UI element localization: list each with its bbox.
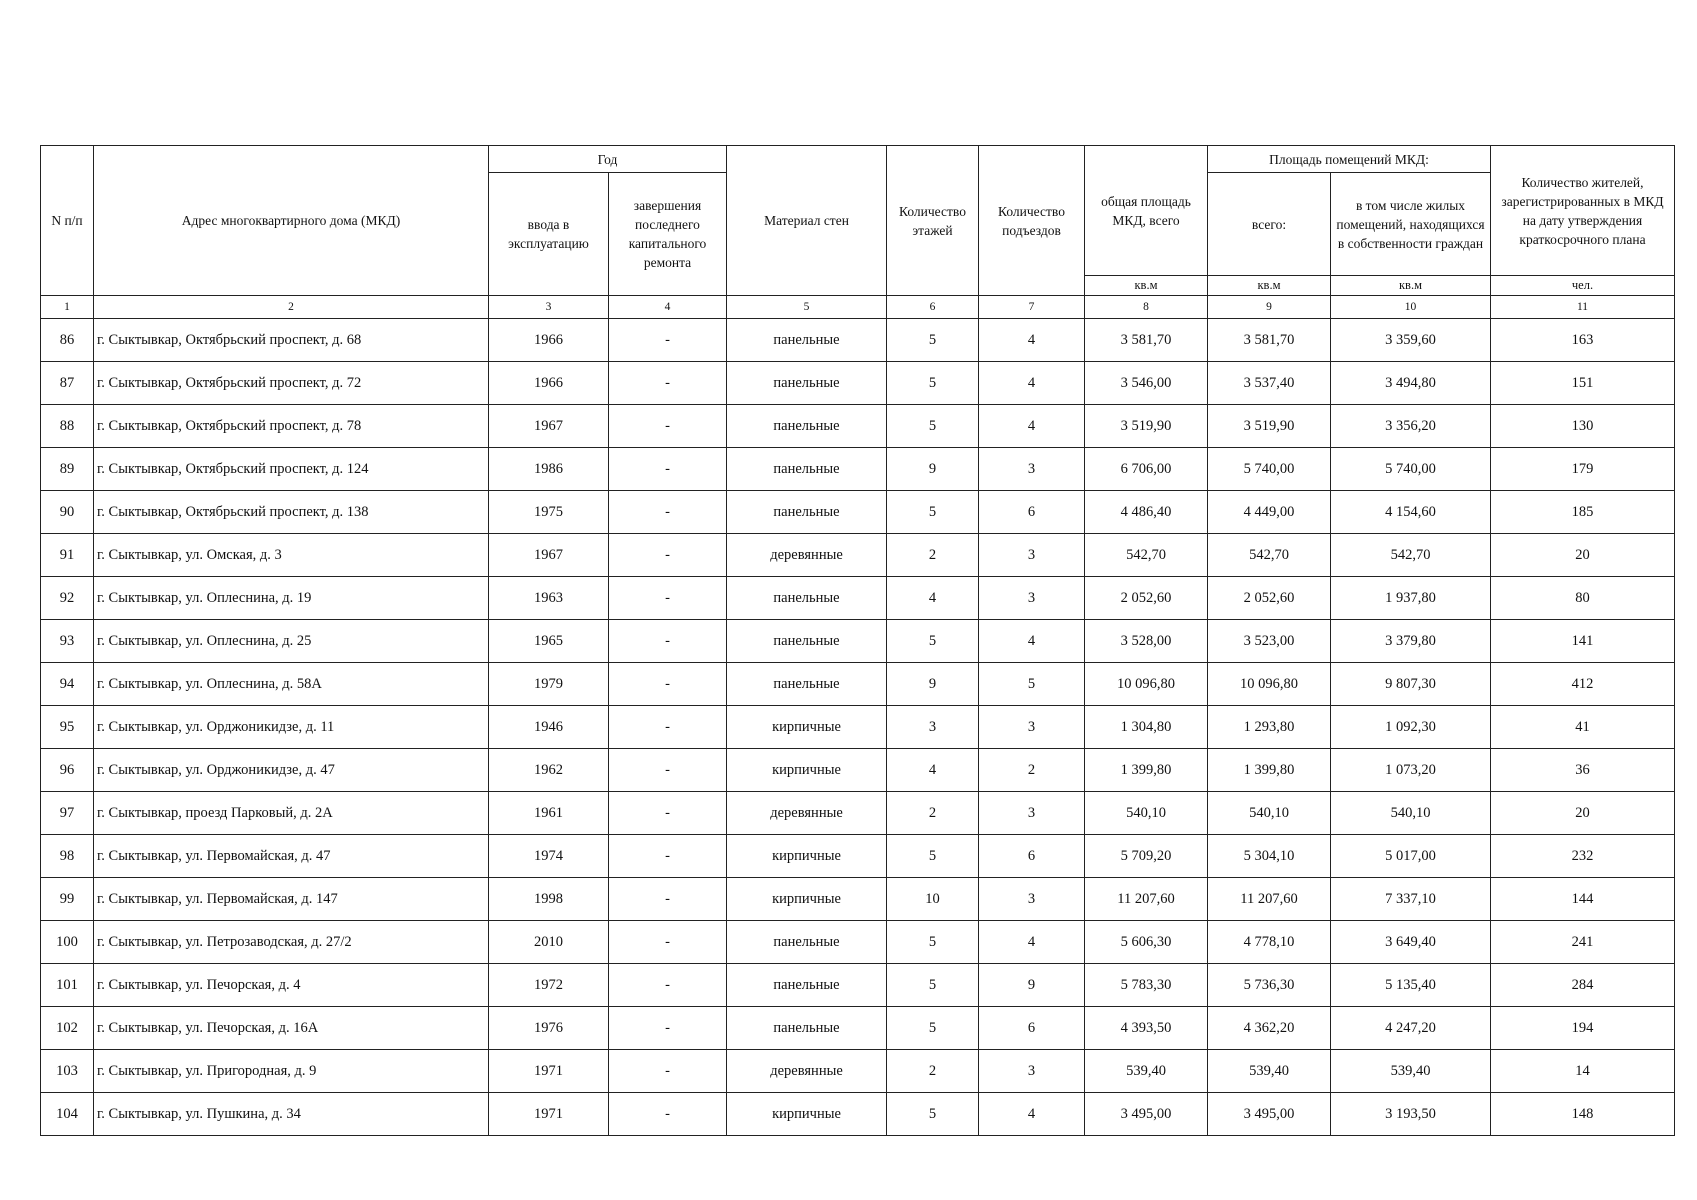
residents-cell: 20 — [1491, 534, 1675, 577]
residents-cell: 194 — [1491, 1007, 1675, 1050]
commission-year-cell: 1979 — [489, 663, 609, 706]
residents-cell: 163 — [1491, 319, 1675, 362]
premises-owned-cell: 3 379,80 — [1331, 620, 1491, 663]
table-row — [41, 1050, 1675, 1093]
table-row — [41, 1093, 1675, 1136]
column-number: 7 — [979, 296, 1085, 319]
column-number: 10 — [1331, 296, 1491, 319]
entrances-cell: 3 — [979, 878, 1085, 921]
address-cell: г. Сыктывкар, ул. Первомайская, д. 147 — [94, 878, 489, 921]
premises-owned-cell: 540,10 — [1331, 792, 1491, 835]
premises-total-cell: 5 736,30 — [1208, 964, 1331, 1007]
header-address: Адрес многоквартирного дома (МКД) — [94, 146, 489, 296]
premises-total-cell: 3 495,00 — [1208, 1093, 1331, 1136]
total-area-cell: 3 581,70 — [1085, 319, 1208, 362]
repair-year-cell: - — [609, 491, 727, 534]
address-cell: г. Сыктывкар, Октябрьский проспект, д. 68 — [94, 319, 489, 362]
premises-owned-cell: 3 356,20 — [1331, 405, 1491, 448]
floors-cell: 5 — [887, 964, 979, 1007]
wall-material-cell: панельные — [727, 405, 887, 448]
wall-material-cell: деревянные — [727, 534, 887, 577]
row-number: 99 — [41, 878, 94, 921]
floors-cell: 5 — [887, 405, 979, 448]
unit-residents: чел. — [1491, 276, 1675, 296]
residents-cell: 130 — [1491, 405, 1675, 448]
row-number: 95 — [41, 706, 94, 749]
entrances-cell: 3 — [979, 792, 1085, 835]
residents-cell: 151 — [1491, 362, 1675, 405]
total-area-cell: 539,40 — [1085, 1050, 1208, 1093]
total-area-cell: 4 486,40 — [1085, 491, 1208, 534]
floors-cell: 5 — [887, 620, 979, 663]
premises-owned-cell: 3 494,80 — [1331, 362, 1491, 405]
entrances-cell: 6 — [979, 835, 1085, 878]
floors-cell: 5 — [887, 835, 979, 878]
header-premises-total: всего: — [1208, 173, 1331, 276]
address-cell: г. Сыктывкар, ул. Петрозаводская, д. 27/2 — [94, 921, 489, 964]
address-cell: г. Сыктывкар, ул. Орджоникидзе, д. 47 — [94, 749, 489, 792]
repair-year-cell: - — [609, 706, 727, 749]
commission-year-cell: 1963 — [489, 577, 609, 620]
commission-year-cell: 1971 — [489, 1093, 609, 1136]
residents-cell: 412 — [1491, 663, 1675, 706]
wall-material-cell: панельные — [727, 491, 887, 534]
residents-cell: 144 — [1491, 878, 1675, 921]
floors-cell: 4 — [887, 577, 979, 620]
premises-total-cell: 11 207,60 — [1208, 878, 1331, 921]
repair-year-cell: - — [609, 835, 727, 878]
column-number: 4 — [609, 296, 727, 319]
floors-cell: 5 — [887, 1007, 979, 1050]
floors-cell: 5 — [887, 921, 979, 964]
entrances-cell: 3 — [979, 448, 1085, 491]
commission-year-cell: 1976 — [489, 1007, 609, 1050]
address-cell: г. Сыктывкар, ул. Пушкина, д. 34 — [94, 1093, 489, 1136]
repair-year-cell: - — [609, 534, 727, 577]
table-row — [41, 663, 1675, 706]
table-row — [41, 878, 1675, 921]
floors-cell: 3 — [887, 706, 979, 749]
table-row — [41, 921, 1675, 964]
floors-cell: 4 — [887, 749, 979, 792]
repair-year-cell: - — [609, 792, 727, 835]
residents-cell: 36 — [1491, 749, 1675, 792]
residents-cell: 141 — [1491, 620, 1675, 663]
wall-material-cell: кирпичные — [727, 749, 887, 792]
total-area-cell: 3 528,00 — [1085, 620, 1208, 663]
repair-year-cell: - — [609, 964, 727, 1007]
total-area-cell: 2 052,60 — [1085, 577, 1208, 620]
row-number: 102 — [41, 1007, 94, 1050]
wall-material-cell: деревянные — [727, 1050, 887, 1093]
header-premises-area: Площадь помещений МКД: — [1208, 146, 1491, 173]
row-number: 91 — [41, 534, 94, 577]
commission-year-cell: 2010 — [489, 921, 609, 964]
repair-year-cell: - — [609, 319, 727, 362]
residents-cell: 148 — [1491, 1093, 1675, 1136]
premises-total-cell: 542,70 — [1208, 534, 1331, 577]
column-number: 9 — [1208, 296, 1331, 319]
premises-total-cell: 3 581,70 — [1208, 319, 1331, 362]
commission-year-cell: 1946 — [489, 706, 609, 749]
row-number: 100 — [41, 921, 94, 964]
premises-total-cell: 10 096,80 — [1208, 663, 1331, 706]
floors-cell: 9 — [887, 448, 979, 491]
header-year: Год — [489, 146, 727, 173]
apartment-buildings-table — [40, 145, 1675, 1136]
row-number: 101 — [41, 964, 94, 1007]
header-walls: Материал стен — [727, 146, 887, 296]
column-number: 2 — [94, 296, 489, 319]
wall-material-cell: панельные — [727, 577, 887, 620]
total-area-cell: 3 495,00 — [1085, 1093, 1208, 1136]
wall-material-cell: кирпичные — [727, 878, 887, 921]
address-cell: г. Сыктывкар, ул. Омская, д. 3 — [94, 534, 489, 577]
entrances-cell: 6 — [979, 491, 1085, 534]
residents-cell: 80 — [1491, 577, 1675, 620]
premises-owned-cell: 4 247,20 — [1331, 1007, 1491, 1050]
row-number: 96 — [41, 749, 94, 792]
repair-year-cell: - — [609, 1093, 727, 1136]
entrances-cell: 3 — [979, 577, 1085, 620]
floors-cell: 5 — [887, 362, 979, 405]
repair-year-cell: - — [609, 1050, 727, 1093]
entrances-cell: 2 — [979, 749, 1085, 792]
table-row — [41, 319, 1675, 362]
table-row — [41, 534, 1675, 577]
premises-total-cell: 2 052,60 — [1208, 577, 1331, 620]
commission-year-cell: 1962 — [489, 749, 609, 792]
address-cell: г. Сыктывкар, Октябрьский проспект, д. 138 — [94, 491, 489, 534]
commission-year-cell: 1967 — [489, 405, 609, 448]
table-row — [41, 749, 1675, 792]
column-number-row — [41, 296, 1675, 319]
entrances-cell: 4 — [979, 362, 1085, 405]
premises-owned-cell: 3 649,40 — [1331, 921, 1491, 964]
entrances-cell: 4 — [979, 319, 1085, 362]
address-cell: г. Сыктывкар, ул. Печорская, д. 4 — [94, 964, 489, 1007]
entrances-cell: 3 — [979, 1050, 1085, 1093]
premises-total-cell: 539,40 — [1208, 1050, 1331, 1093]
header-total-area: общая площадь МКД, всего — [1085, 146, 1208, 276]
column-number: 8 — [1085, 296, 1208, 319]
premises-total-cell: 3 523,00 — [1208, 620, 1331, 663]
table-row — [41, 448, 1675, 491]
housing-register-sheet — [40, 145, 1675, 1136]
unit-premises-owned: кв.м — [1331, 276, 1491, 296]
column-number: 1 — [41, 296, 94, 319]
address-cell: г. Сыктывкар, ул. Оплеснина, д. 25 — [94, 620, 489, 663]
row-number: 86 — [41, 319, 94, 362]
table-row — [41, 620, 1675, 663]
unit-total-area: кв.м — [1085, 276, 1208, 296]
table-row — [41, 964, 1675, 1007]
total-area-cell: 3 519,90 — [1085, 405, 1208, 448]
commission-year-cell: 1998 — [489, 878, 609, 921]
residents-cell: 232 — [1491, 835, 1675, 878]
table-row — [41, 1007, 1675, 1050]
repair-year-cell: - — [609, 1007, 727, 1050]
entrances-cell: 5 — [979, 663, 1085, 706]
premises-owned-cell: 5 740,00 — [1331, 448, 1491, 491]
repair-year-cell: - — [609, 663, 727, 706]
column-number: 6 — [887, 296, 979, 319]
premises-owned-cell: 4 154,60 — [1331, 491, 1491, 534]
premises-owned-cell: 1 092,30 — [1331, 706, 1491, 749]
address-cell: г. Сыктывкар, проезд Парковый, д. 2А — [94, 792, 489, 835]
premises-total-cell: 1 293,80 — [1208, 706, 1331, 749]
floors-cell: 10 — [887, 878, 979, 921]
commission-year-cell: 1966 — [489, 319, 609, 362]
row-number: 104 — [41, 1093, 94, 1136]
header-premises-owned: в том числе жилых помещений, находящихся в собственности граждан — [1331, 173, 1491, 276]
total-area-cell: 4 393,50 — [1085, 1007, 1208, 1050]
table-row — [41, 577, 1675, 620]
floors-cell: 5 — [887, 1093, 979, 1136]
table-body — [41, 319, 1675, 1136]
row-number: 89 — [41, 448, 94, 491]
header-year-commission: ввода в эксплуатацию — [489, 173, 609, 296]
total-area-cell: 1 399,80 — [1085, 749, 1208, 792]
repair-year-cell: - — [609, 362, 727, 405]
residents-cell: 284 — [1491, 964, 1675, 1007]
commission-year-cell: 1986 — [489, 448, 609, 491]
column-number: 5 — [727, 296, 887, 319]
address-cell: г. Сыктывкар, ул. Оплеснина, д. 58А — [94, 663, 489, 706]
commission-year-cell: 1971 — [489, 1050, 609, 1093]
total-area-cell: 10 096,80 — [1085, 663, 1208, 706]
total-area-cell: 5 606,30 — [1085, 921, 1208, 964]
row-number: 88 — [41, 405, 94, 448]
header-residents: Количество жителей, зарегистрированных в МКД на дату утверждения краткосрочного плана — [1491, 146, 1675, 276]
wall-material-cell: панельные — [727, 362, 887, 405]
premises-total-cell: 4 362,20 — [1208, 1007, 1331, 1050]
wall-material-cell: панельные — [727, 448, 887, 491]
premises-owned-cell: 3 359,60 — [1331, 319, 1491, 362]
table-row — [41, 362, 1675, 405]
premises-owned-cell: 1 937,80 — [1331, 577, 1491, 620]
address-cell: г. Сыктывкар, Октябрьский проспект, д. 72 — [94, 362, 489, 405]
repair-year-cell: - — [609, 405, 727, 448]
wall-material-cell: панельные — [727, 319, 887, 362]
residents-cell: 179 — [1491, 448, 1675, 491]
total-area-cell: 3 546,00 — [1085, 362, 1208, 405]
address-cell: г. Сыктывкар, Октябрьский проспект, д. 78 — [94, 405, 489, 448]
address-cell: г. Сыктывкар, ул. Оплеснина, д. 19 — [94, 577, 489, 620]
wall-material-cell: кирпичные — [727, 706, 887, 749]
row-number: 87 — [41, 362, 94, 405]
header-np: N п/п — [41, 146, 94, 296]
total-area-cell: 6 706,00 — [1085, 448, 1208, 491]
floors-cell: 2 — [887, 792, 979, 835]
wall-material-cell: кирпичные — [727, 1093, 887, 1136]
row-number: 98 — [41, 835, 94, 878]
address-cell: г. Сыктывкар, ул. Пригородная, д. 9 — [94, 1050, 489, 1093]
commission-year-cell: 1975 — [489, 491, 609, 534]
commission-year-cell: 1965 — [489, 620, 609, 663]
row-number: 103 — [41, 1050, 94, 1093]
entrances-cell: 6 — [979, 1007, 1085, 1050]
unit-premises-total: кв.м — [1208, 276, 1331, 296]
entrances-cell: 4 — [979, 620, 1085, 663]
repair-year-cell: - — [609, 749, 727, 792]
row-number: 97 — [41, 792, 94, 835]
column-number: 3 — [489, 296, 609, 319]
premises-owned-cell: 9 807,30 — [1331, 663, 1491, 706]
table-row — [41, 792, 1675, 835]
table-row — [41, 835, 1675, 878]
residents-cell: 185 — [1491, 491, 1675, 534]
total-area-cell: 1 304,80 — [1085, 706, 1208, 749]
premises-owned-cell: 3 193,50 — [1331, 1093, 1491, 1136]
entrances-cell: 3 — [979, 534, 1085, 577]
total-area-cell: 5 709,20 — [1085, 835, 1208, 878]
table-row — [41, 706, 1675, 749]
wall-material-cell: панельные — [727, 1007, 887, 1050]
table-header — [41, 146, 1675, 319]
row-number: 94 — [41, 663, 94, 706]
entrances-cell: 4 — [979, 921, 1085, 964]
row-number: 93 — [41, 620, 94, 663]
repair-year-cell: - — [609, 620, 727, 663]
repair-year-cell: - — [609, 448, 727, 491]
entrances-cell: 3 — [979, 706, 1085, 749]
premises-owned-cell: 539,40 — [1331, 1050, 1491, 1093]
column-number: 11 — [1491, 296, 1675, 319]
total-area-cell: 11 207,60 — [1085, 878, 1208, 921]
residents-cell: 241 — [1491, 921, 1675, 964]
total-area-cell: 540,10 — [1085, 792, 1208, 835]
floors-cell: 9 — [887, 663, 979, 706]
premises-total-cell: 1 399,80 — [1208, 749, 1331, 792]
table-row — [41, 405, 1675, 448]
residents-cell: 14 — [1491, 1050, 1675, 1093]
repair-year-cell: - — [609, 577, 727, 620]
wall-material-cell: панельные — [727, 921, 887, 964]
premises-owned-cell: 5 017,00 — [1331, 835, 1491, 878]
total-area-cell: 5 783,30 — [1085, 964, 1208, 1007]
header-floors: Количество этажей — [887, 146, 979, 296]
residents-cell: 20 — [1491, 792, 1675, 835]
commission-year-cell: 1972 — [489, 964, 609, 1007]
wall-material-cell: панельные — [727, 663, 887, 706]
wall-material-cell: деревянные — [727, 792, 887, 835]
premises-owned-cell: 542,70 — [1331, 534, 1491, 577]
premises-total-cell: 540,10 — [1208, 792, 1331, 835]
premises-total-cell: 4 778,10 — [1208, 921, 1331, 964]
total-area-cell: 542,70 — [1085, 534, 1208, 577]
commission-year-cell: 1967 — [489, 534, 609, 577]
floors-cell: 2 — [887, 534, 979, 577]
premises-total-cell: 3 537,40 — [1208, 362, 1331, 405]
floors-cell: 5 — [887, 491, 979, 534]
wall-material-cell: кирпичные — [727, 835, 887, 878]
premises-total-cell: 4 449,00 — [1208, 491, 1331, 534]
wall-material-cell: панельные — [727, 964, 887, 1007]
header-year-repair: завершения последнего капитального ремонта — [609, 173, 727, 296]
floors-cell: 2 — [887, 1050, 979, 1093]
premises-owned-cell: 7 337,10 — [1331, 878, 1491, 921]
premises-owned-cell: 1 073,20 — [1331, 749, 1491, 792]
premises-total-cell: 5 304,10 — [1208, 835, 1331, 878]
premises-owned-cell: 5 135,40 — [1331, 964, 1491, 1007]
row-number: 92 — [41, 577, 94, 620]
header-entrances: Количество подъездов — [979, 146, 1085, 296]
residents-cell: 41 — [1491, 706, 1675, 749]
premises-total-cell: 3 519,90 — [1208, 405, 1331, 448]
row-number: 90 — [41, 491, 94, 534]
repair-year-cell: - — [609, 878, 727, 921]
address-cell: г. Сыктывкар, ул. Орджоникидзе, д. 11 — [94, 706, 489, 749]
entrances-cell: 9 — [979, 964, 1085, 1007]
premises-total-cell: 5 740,00 — [1208, 448, 1331, 491]
wall-material-cell: панельные — [727, 620, 887, 663]
address-cell: г. Сыктывкар, Октябрьский проспект, д. 124 — [94, 448, 489, 491]
entrances-cell: 4 — [979, 1093, 1085, 1136]
commission-year-cell: 1974 — [489, 835, 609, 878]
floors-cell: 5 — [887, 319, 979, 362]
address-cell: г. Сыктывкар, ул. Первомайская, д. 47 — [94, 835, 489, 878]
repair-year-cell: - — [609, 921, 727, 964]
address-cell: г. Сыктывкар, ул. Печорская, д. 16А — [94, 1007, 489, 1050]
table-row — [41, 491, 1675, 534]
commission-year-cell: 1966 — [489, 362, 609, 405]
entrances-cell: 4 — [979, 405, 1085, 448]
commission-year-cell: 1961 — [489, 792, 609, 835]
